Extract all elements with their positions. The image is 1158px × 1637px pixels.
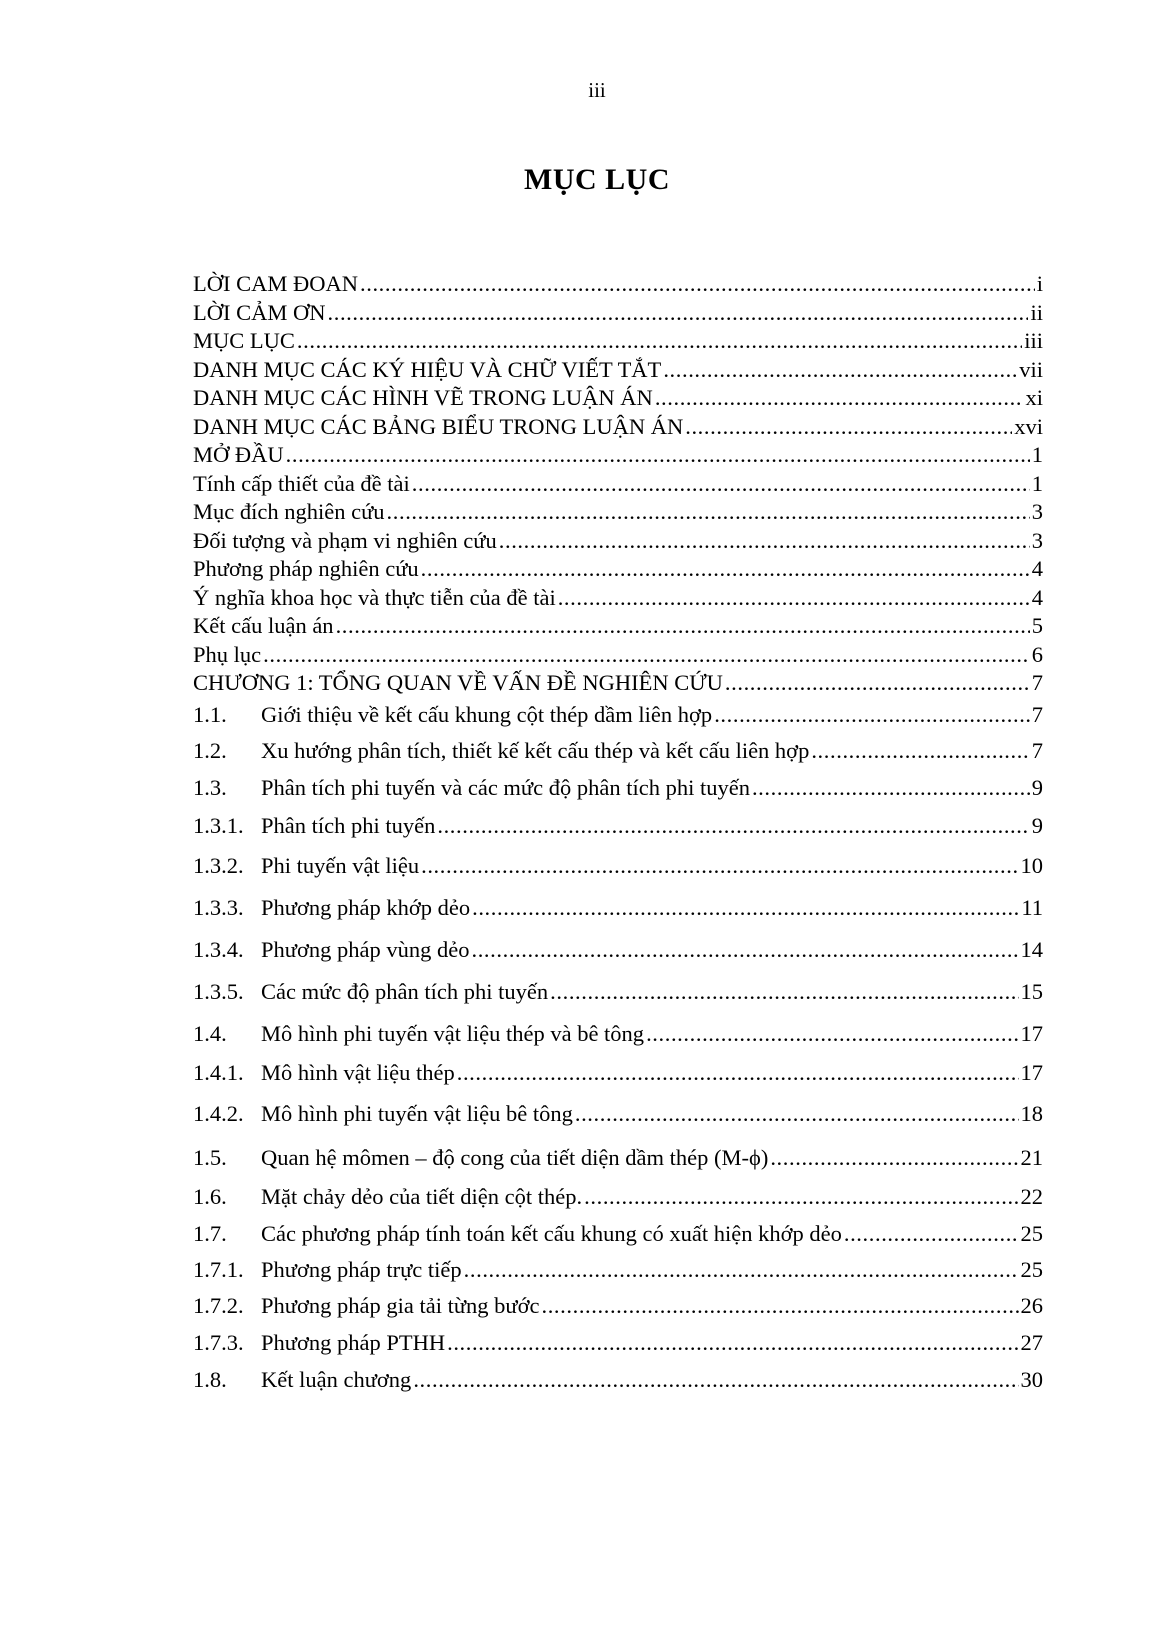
page-number: iii — [588, 78, 606, 102]
toc-entry-number: 1.7.2. — [193, 1292, 244, 1318]
dot-leader — [421, 845, 1018, 887]
toc-entry-number: 1.3.3. — [193, 894, 244, 920]
toc-entry-text: MỤC LỤC — [193, 328, 295, 353]
dot-leader — [725, 669, 1030, 698]
toc-entry-text: Xu hướng phân tích, thiết kế kết cấu thép và kết cấu liên hợp — [261, 737, 810, 763]
dot-leader — [421, 555, 1030, 584]
toc-entry-page: 6 — [1031, 641, 1043, 667]
toc-entry-page: 25 — [1020, 1256, 1043, 1282]
dot-leader — [541, 1288, 1018, 1324]
toc-entry-page: xi — [1025, 385, 1043, 410]
toc-entry[interactable] — [193, 327, 1043, 356]
toc-entry-number: 1.3.4. — [193, 936, 244, 962]
dot-leader — [584, 1178, 1018, 1215]
toc-entry[interactable] — [193, 1288, 1043, 1324]
dot-leader — [575, 1091, 1019, 1137]
toc-entry-text: Giới thiệu về kết cấu khung cột thép dầm liên hợp — [261, 701, 713, 727]
table-of-contents — [193, 270, 1043, 1398]
toc-entry-page: 18 — [1020, 1100, 1043, 1126]
toc-entry-text: MỞ ĐẦU — [193, 442, 284, 467]
dot-leader — [811, 732, 1029, 769]
toc-entry-page: 4 — [1031, 556, 1043, 581]
toc-entry-page: 11 — [1021, 894, 1043, 920]
toc-entry[interactable] — [193, 1137, 1043, 1178]
dot-leader — [646, 1013, 1018, 1055]
toc-entry-number: 1.1. — [193, 701, 227, 727]
toc-entry[interactable] — [193, 769, 1043, 806]
toc-entry[interactable] — [193, 806, 1043, 845]
dot-leader — [685, 413, 1012, 442]
toc-entry-text: Mô hình phi tuyến vật liệu bê tông — [261, 1100, 573, 1126]
toc-entry-number: 1.3. — [193, 774, 227, 800]
dot-leader — [412, 470, 1030, 499]
toc-entry[interactable] — [193, 470, 1043, 499]
toc-entry-number: 1.3.2. — [193, 852, 244, 878]
toc-entry-page: 30 — [1020, 1366, 1043, 1392]
toc-entry-text: Phương pháp vùng dẻo — [261, 936, 470, 962]
toc-entry-text: Mặt chảy dẻo của tiết diện cột thép. — [261, 1183, 583, 1209]
toc-entry[interactable] — [193, 356, 1043, 385]
toc-entry-page: i — [1036, 271, 1043, 296]
toc-entry[interactable] — [193, 1178, 1043, 1215]
toc-entry-text: Phương pháp trực tiếp — [261, 1256, 462, 1282]
toc-entry-page: 1 — [1031, 442, 1043, 467]
toc-entry-text: DANH MỤC CÁC KÝ HIỆU VÀ CHỮ VIẾT TẮT — [193, 356, 662, 382]
dot-leader — [752, 769, 1030, 806]
toc-entry-page: 14 — [1020, 936, 1043, 962]
toc-entry[interactable] — [193, 413, 1043, 442]
dot-leader — [336, 612, 1030, 641]
toc-entry[interactable] — [193, 1324, 1043, 1361]
toc-entry[interactable] — [193, 887, 1043, 929]
dot-leader — [387, 498, 1030, 527]
toc-entry-number: 1.4.2. — [193, 1100, 244, 1126]
toc-entry-page: xvi — [1014, 413, 1043, 439]
toc-entry-number: 1.6. — [193, 1183, 227, 1209]
toc-entry-page: 3 — [1031, 527, 1043, 553]
toc-entry-text: Phương pháp gia tải từng bước — [261, 1292, 540, 1318]
toc-entry-page: iii — [1024, 328, 1043, 353]
dot-leader — [655, 384, 1024, 413]
toc-entry-page: 17 — [1020, 1059, 1043, 1085]
toc-entry[interactable] — [193, 498, 1043, 527]
dot-leader — [457, 1055, 1019, 1091]
toc-entry-text: Các phương pháp tính toán kết cấu khung có xuất hiện khớp dẻo — [261, 1220, 842, 1246]
toc-entry-text: Kết cấu luận án — [193, 613, 334, 638]
dot-leader — [663, 356, 1017, 385]
toc-entry-text: Phụ lục — [193, 641, 262, 667]
toc-entry-text: Phân tích phi tuyến và các mức độ phân tích phi tuyến — [261, 774, 750, 800]
dot-leader — [550, 971, 1018, 1013]
dot-leader — [286, 441, 1030, 470]
toc-entry-number: 1.4. — [193, 1020, 227, 1046]
dot-leader — [770, 1137, 1018, 1178]
toc-entry-page: 17 — [1020, 1020, 1043, 1046]
toc-entry-page: 7 — [1031, 737, 1043, 763]
dot-leader — [464, 1252, 1019, 1288]
dot-leader — [472, 887, 1019, 929]
dot-leader — [328, 299, 1029, 328]
toc-entry-text: DANH MỤC CÁC BẢNG BIỂU TRONG LUẬN ÁN — [193, 413, 684, 439]
toc-entry-page: 15 — [1020, 978, 1043, 1004]
toc-entry-number: 1.8. — [193, 1366, 227, 1392]
dot-leader — [447, 1324, 1018, 1361]
toc-entry[interactable] — [193, 1361, 1043, 1398]
toc-entry[interactable] — [193, 1013, 1043, 1055]
toc-entry-text: Phương pháp khớp dẻo — [261, 894, 471, 920]
toc-entry[interactable] — [193, 669, 1043, 698]
toc-entry[interactable] — [193, 1091, 1043, 1137]
toc-entry-page: 5 — [1031, 613, 1043, 638]
toc-entry-text: Phi tuyến vật liệu — [261, 852, 420, 878]
toc-entry-text: Ý nghĩa khoa học và thực tiễn của đề tài — [193, 584, 556, 610]
toc-entry-number: 1.7.1. — [193, 1256, 244, 1282]
toc-entry-page: 9 — [1031, 774, 1043, 800]
toc-entry[interactable] — [193, 641, 1043, 670]
toc-entry-page: ii — [1030, 299, 1043, 325]
toc-entry-number: 1.3.1. — [193, 812, 244, 838]
dot-leader — [437, 806, 1029, 845]
toc-entry-text: Phương pháp nghiên cứu — [193, 556, 419, 581]
dot-leader — [844, 1215, 1019, 1252]
toc-entry-text: LỜI CAM ĐOAN — [193, 271, 358, 296]
toc-entry-page: 22 — [1020, 1183, 1043, 1209]
toc-entry-text: LỜI CẢM ƠN — [193, 299, 326, 325]
toc-entry-page: vii — [1019, 356, 1043, 382]
toc-entry-number: 1.3.5. — [193, 978, 244, 1004]
dot-leader — [263, 641, 1030, 670]
toc-entry[interactable] — [193, 929, 1043, 971]
toc-entry[interactable] — [193, 270, 1043, 299]
toc-entry[interactable] — [193, 698, 1043, 732]
toc-entry-page: 21 — [1020, 1144, 1043, 1170]
toc-entry-text: Mô hình vật liệu thép — [261, 1059, 455, 1085]
toc-entry-number: 1.4.1. — [193, 1059, 244, 1085]
toc-entry-text: Phân tích phi tuyến — [261, 812, 436, 838]
toc-entry[interactable] — [193, 441, 1043, 470]
toc-entry[interactable] — [193, 1215, 1043, 1252]
toc-entry-text: Quan hệ mômen – độ cong của tiết diện dầm thép (M-ϕ) — [261, 1144, 769, 1170]
toc-entry[interactable] — [193, 971, 1043, 1013]
toc-entry-number: 1.7. — [193, 1220, 227, 1246]
toc-entry-page: 9 — [1031, 812, 1043, 838]
toc-entry[interactable] — [193, 1055, 1043, 1091]
dot-leader — [499, 527, 1030, 556]
toc-entry-page: 4 — [1031, 584, 1043, 610]
page-title: MỤC LỤC — [524, 163, 670, 196]
dot-leader — [297, 327, 1022, 356]
dot-leader — [471, 929, 1018, 971]
toc-entry-text: CHƯƠNG 1: TỔNG QUAN VỀ VẤN ĐỀ NGHIÊN CỨU — [193, 670, 723, 695]
toc-entry-page: 25 — [1020, 1220, 1043, 1246]
toc-entry-text: DANH MỤC CÁC HÌNH VẼ TRONG LUẬN ÁN — [193, 385, 653, 410]
toc-entry-page: 10 — [1020, 852, 1043, 878]
toc-entry-page: 7 — [1031, 670, 1043, 695]
toc-entry-page: 3 — [1031, 499, 1043, 524]
dot-leader — [558, 584, 1030, 613]
toc-entry[interactable] — [193, 527, 1043, 556]
toc-entry-text: Mô hình phi tuyến vật liệu thép và bê tông — [261, 1020, 645, 1046]
toc-entry-text: Các mức độ phân tích phi tuyến — [261, 978, 549, 1004]
toc-entry[interactable] — [193, 584, 1043, 613]
toc-entry[interactable] — [193, 732, 1043, 769]
toc-entry-text: Đối tượng và phạm vi nghiên cứu — [193, 527, 497, 553]
toc-entry-text: Phương pháp PTHH — [261, 1329, 446, 1355]
toc-entry[interactable] — [193, 384, 1043, 413]
toc-entry-page: 27 — [1020, 1329, 1043, 1355]
toc-entry-text: Kết luận chương — [261, 1366, 412, 1392]
toc-entry-number: 1.2. — [193, 737, 227, 763]
dot-leader — [714, 698, 1030, 732]
dot-leader — [360, 270, 1035, 299]
toc-entry-number: 1.5. — [193, 1144, 227, 1170]
toc-entry[interactable] — [193, 845, 1043, 887]
toc-entry[interactable] — [193, 555, 1043, 584]
toc-entry-text: Mục đích nghiên cứu — [193, 499, 385, 524]
toc-entry-text: Tính cấp thiết của đề tài — [193, 470, 410, 496]
toc-entry[interactable] — [193, 1252, 1043, 1288]
toc-entry[interactable] — [193, 612, 1043, 641]
toc-entry[interactable] — [193, 299, 1043, 328]
toc-entry-page: 1 — [1031, 470, 1043, 496]
dot-leader — [413, 1361, 1018, 1398]
toc-entry-number: 1.7.3. — [193, 1329, 244, 1355]
toc-entry-page: 26 — [1020, 1292, 1043, 1318]
toc-entry-page: 7 — [1031, 701, 1043, 727]
